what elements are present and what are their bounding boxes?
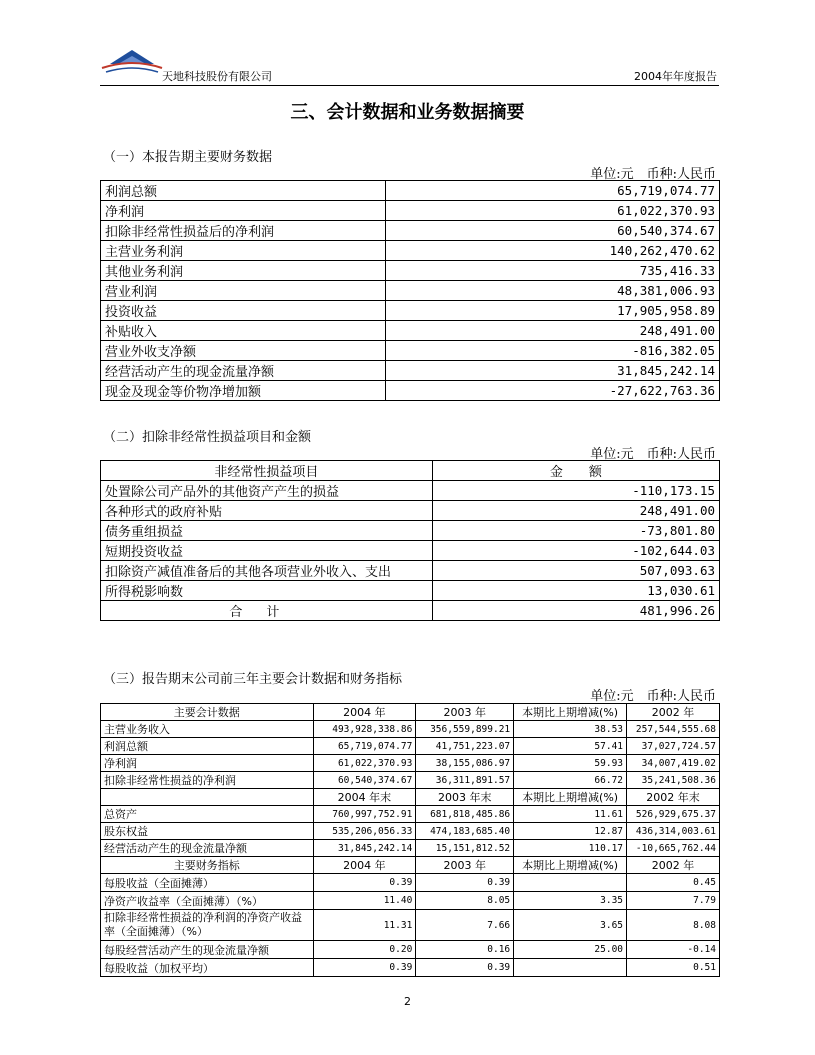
table-row	[101, 341, 720, 361]
row-value: 0.16	[416, 941, 514, 959]
table-row	[101, 481, 720, 501]
table-row	[101, 840, 720, 857]
section1-title: （一）本报告期主要财务数据	[103, 150, 273, 165]
section2-title: （二）扣除非经常性损益项目和金额	[103, 430, 312, 445]
table-row	[101, 874, 720, 892]
row-label: 利润总额	[101, 181, 386, 201]
table-row	[101, 501, 720, 521]
header-cell: 主要会计数据	[101, 704, 314, 721]
table-row	[101, 541, 720, 561]
row-label: 各种形式的政府补贴	[101, 501, 433, 521]
table-row	[101, 806, 720, 823]
row-label: 营业利润	[101, 281, 386, 301]
section1-unit: 单位:元 币种:人民币	[590, 167, 716, 182]
header-cell: 2002 年	[627, 857, 720, 874]
row-value: -816,382.05	[385, 341, 719, 361]
row-value: 3.65	[514, 910, 627, 941]
row-value: 41,751,223.07	[416, 738, 514, 755]
row-value: 507,093.63	[432, 561, 719, 581]
row-label: 处置除公司产品外的其他资产产生的损益	[101, 481, 433, 501]
row-label: 营业外收支净额	[101, 341, 386, 361]
row-value: -110,173.15	[432, 481, 719, 501]
header-cell: 本期比上期增减(%)	[514, 704, 627, 721]
row-label: 扣除非经常性损益的净利润	[101, 772, 314, 789]
row-value: 37,027,724.57	[627, 738, 720, 755]
header-cell: 主要财务指标	[101, 857, 314, 874]
table-row	[101, 261, 720, 281]
row-value: 681,818,485.86	[416, 806, 514, 823]
row-value: 60,540,374.67	[385, 221, 719, 241]
table-row	[101, 823, 720, 840]
row-value: 248,491.00	[432, 501, 719, 521]
page-number: 2	[404, 995, 411, 1008]
table-row	[101, 561, 720, 581]
row-label: 每股收益（加权平均）	[101, 959, 314, 977]
row-value: 15,151,812.52	[416, 840, 514, 857]
row-value: -10,665,762.44	[627, 840, 720, 857]
row-label: 经营活动产生的现金流量净额	[101, 840, 314, 857]
header-cell: 2004 年	[313, 857, 416, 874]
row-value: 3.35	[514, 892, 627, 910]
row-value: 11.61	[514, 806, 627, 823]
table-row	[101, 738, 720, 755]
row-value: 436,314,003.61	[627, 823, 720, 840]
table-header-row	[101, 461, 720, 481]
header-cell: 2004 年	[313, 704, 416, 721]
row-value: 36,311,891.57	[416, 772, 514, 789]
row-value: 57.41	[514, 738, 627, 755]
table-header-row	[101, 789, 720, 806]
total-row	[101, 601, 720, 621]
row-label: 其他业务利润	[101, 261, 386, 281]
row-value: 35,241,508.36	[627, 772, 720, 789]
row-value: 61,022,370.93	[385, 201, 719, 221]
row-value: 110.17	[514, 840, 627, 857]
non-recurring-items-table	[100, 460, 720, 621]
row-value: 8.05	[416, 892, 514, 910]
row-label: 每股经营活动产生的现金流量净额	[101, 941, 314, 959]
row-label: 扣除非经常性损益后的净利润	[101, 221, 386, 241]
row-label: 股东权益	[101, 823, 314, 840]
row-label: 每股收益（全面摊薄）	[101, 874, 314, 892]
row-value: 248,491.00	[385, 321, 719, 341]
table-row	[101, 321, 720, 341]
table-row	[101, 910, 720, 941]
row-value: 31,845,242.14	[385, 361, 719, 381]
row-value: 0.45	[627, 874, 720, 892]
section3-unit: 单位:元 币种:人民币	[590, 689, 716, 704]
row-value: -27,622,763.36	[385, 381, 719, 401]
row-label: 所得税影响数	[101, 581, 433, 601]
table-row	[101, 281, 720, 301]
header-cell: 2003 年末	[416, 789, 514, 806]
row-value: 38.53	[514, 721, 627, 738]
page-header	[100, 38, 719, 86]
table-row	[101, 181, 720, 201]
table-row	[101, 241, 720, 261]
row-label: 现金及现金等价物净增加额	[101, 381, 386, 401]
row-value: -73,801.80	[432, 521, 719, 541]
table-header-row	[101, 704, 720, 721]
table-row	[101, 941, 720, 959]
header-cell: 2002 年末	[627, 789, 720, 806]
row-value: 140,262,470.62	[385, 241, 719, 261]
row-value: 0.39	[313, 959, 416, 977]
row-value: 535,206,056.33	[313, 823, 416, 840]
row-value: 735,416.33	[385, 261, 719, 281]
row-value: 48,381,006.93	[385, 281, 719, 301]
row-value: 493,928,338.86	[313, 721, 416, 738]
table-row	[101, 221, 720, 241]
row-value: 31,845,242.14	[313, 840, 416, 857]
row-value: 356,559,899.21	[416, 721, 514, 738]
row-value: 11.31	[313, 910, 416, 941]
table-row	[101, 381, 720, 401]
row-label: 补贴收入	[101, 321, 386, 341]
row-label: 利润总额	[101, 738, 314, 755]
row-value: 0.39	[313, 874, 416, 892]
row-value: 7.66	[416, 910, 514, 941]
row-value: 65,719,074.77	[385, 181, 719, 201]
row-value	[514, 959, 627, 977]
row-value: 0.39	[416, 959, 514, 977]
table-row	[101, 892, 720, 910]
row-value: -102,644.03	[432, 541, 719, 561]
header-cell: 本期比上期增减(%)	[514, 789, 627, 806]
row-value	[514, 874, 627, 892]
row-value: 38,155,086.97	[416, 755, 514, 772]
row-value: 13,030.61	[432, 581, 719, 601]
row-value: 7.79	[627, 892, 720, 910]
section3-title: （三）报告期末公司前三年主要会计数据和财务指标	[103, 672, 403, 687]
row-label: 主营业务收入	[101, 721, 314, 738]
row-label: 投资收益	[101, 301, 386, 321]
total-label: 合计	[101, 601, 433, 621]
table-row	[101, 721, 720, 738]
row-value: 11.40	[313, 892, 416, 910]
header-cell: 本期比上期增减(%)	[514, 857, 627, 874]
row-value: 65,719,074.77	[313, 738, 416, 755]
header-cell: 2003 年	[416, 857, 514, 874]
header-cell: 2003 年	[416, 704, 514, 721]
row-label: 扣除非经常性损益的净利润的净资产收益率（全面摊薄）（%）	[101, 910, 314, 941]
header-cell	[101, 789, 314, 806]
header-cell: 2004 年末	[313, 789, 416, 806]
row-value: 0.51	[627, 959, 720, 977]
row-value: 60,540,374.67	[313, 772, 416, 789]
row-value: 66.72	[514, 772, 627, 789]
section2-unit: 单位:元 币种:人民币	[590, 447, 716, 462]
header-item: 非经常性损益项目	[101, 461, 433, 481]
table-row	[101, 581, 720, 601]
row-value: 526,929,675.37	[627, 806, 720, 823]
row-value: 760,997,752.91	[313, 806, 416, 823]
page-title: 三、会计数据和业务数据摘要	[290, 102, 525, 123]
row-value: 61,022,370.93	[313, 755, 416, 772]
row-label: 总资产	[101, 806, 314, 823]
row-value: 12.87	[514, 823, 627, 840]
row-label: 净利润	[101, 201, 386, 221]
company-logo-icon	[100, 46, 164, 76]
row-label: 扣除资产减值准备后的其他各项营业外收入、支出	[101, 561, 433, 581]
row-value: 0.20	[313, 941, 416, 959]
row-label: 净利润	[101, 755, 314, 772]
table-row	[101, 772, 720, 789]
row-value: 17,905,958.89	[385, 301, 719, 321]
table-row	[101, 301, 720, 321]
header-cell: 2002 年	[627, 704, 720, 721]
table-row	[101, 755, 720, 772]
header-amount: 金 额	[432, 461, 719, 481]
table-row	[101, 959, 720, 977]
row-value: 0.39	[416, 874, 514, 892]
report-title: 2004年年度报告	[634, 70, 717, 83]
row-value: 8.08	[627, 910, 720, 941]
company-name: 天地科技股份有限公司	[162, 70, 272, 83]
row-value: 474,183,685.40	[416, 823, 514, 840]
row-label: 债务重组损益	[101, 521, 433, 541]
row-value: 59.93	[514, 755, 627, 772]
main-financial-data-table	[100, 180, 720, 401]
table-row	[101, 201, 720, 221]
row-label: 短期投资收益	[101, 541, 433, 561]
row-value: 34,007,419.02	[627, 755, 720, 772]
row-label: 净资产收益率（全面摊薄）（%）	[101, 892, 314, 910]
row-value: 25.00	[514, 941, 627, 959]
row-label: 经营活动产生的现金流量净额	[101, 361, 386, 381]
row-label: 主营业务利润	[101, 241, 386, 261]
row-value: -0.14	[627, 941, 720, 959]
table-header-row	[101, 857, 720, 874]
row-value: 257,544,555.68	[627, 721, 720, 738]
table-row	[101, 361, 720, 381]
table-row	[101, 521, 720, 541]
three-year-data-table	[100, 703, 720, 977]
total-value: 481,996.26	[432, 601, 719, 621]
